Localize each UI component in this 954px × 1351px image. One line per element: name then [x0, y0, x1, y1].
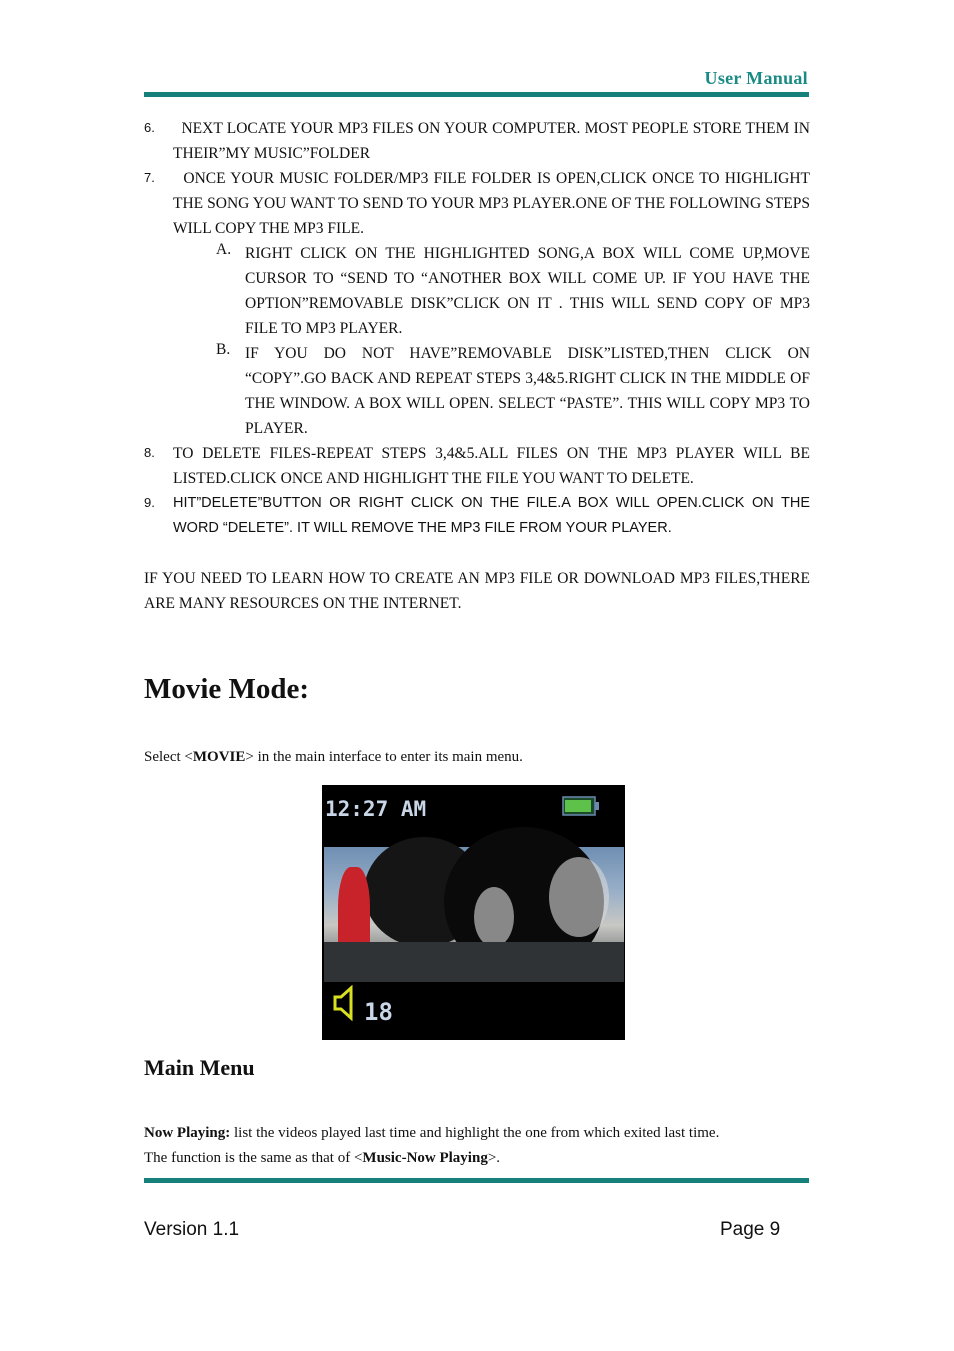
- now-playing-text: list the videos played last time and highlight the one from which exited last time.: [230, 1125, 720, 1141]
- movie-intro: [144, 745, 523, 770]
- intro-text: Select <: [144, 749, 193, 765]
- substep-letter: A.: [216, 241, 232, 258]
- function-text: The function is the same as that of <: [144, 1150, 363, 1166]
- volume-level: 18: [364, 998, 393, 1026]
- substep-letter: B.: [216, 341, 231, 358]
- now-playing-label: Now Playing:: [144, 1125, 231, 1141]
- footer-page-number: Page 9: [720, 1219, 781, 1240]
- step-number: 6.: [144, 120, 155, 135]
- step-text: NEXT LOCATE YOUR MP3 FILES ON YOUR COMPUTER. MOST PEOPLE STORE THEM IN THEIR”MY MUSIC”FOLDER: [173, 120, 814, 162]
- step-text: HIT”DELETE”BUTTON OR RIGHT CLICK ON THE FILE.A BOX WILL OPEN.CLICK ON THE WORD “DELETE”. IT WILL REMOVE THE MP3 FILE FROM YOUR PLAYER.: [173, 495, 810, 536]
- function-bold: Music-Now Playing: [362, 1150, 488, 1166]
- speaker-icon: [331, 985, 357, 1021]
- header-rule: [144, 92, 809, 97]
- step-number: 8.: [144, 445, 155, 460]
- subsection-heading: Main Menu: [144, 1055, 255, 1080]
- screen-clock: 12:27 AM: [325, 797, 427, 821]
- step-text: TO DELETE FILES-REPEAT STEPS 3,4&5.ALL FILES ON THE MP3 PLAYER WILL BE LISTED.CLICK ONCE AND HIGHLIGHT THE FILE YOU WANT TO DELETE.: [173, 445, 810, 487]
- step-number: 9.: [144, 495, 155, 510]
- step-number: 7.: [144, 170, 155, 185]
- intro-text: > in the main interface to enter its main menu.: [245, 749, 523, 765]
- video-frame: [324, 847, 624, 977]
- function-note: [144, 1146, 810, 1171]
- intro-bold: MOVIE: [192, 749, 246, 765]
- function-text: >.: [487, 1150, 501, 1166]
- now-playing-desc: [144, 1121, 810, 1146]
- substep-text: IF YOU DO NOT HAVE”REMOVABLE DISK”LISTED,THEN CLICK ON “COPY”.GO BACK AND REPEAT STEPS 3,4&5.RIGHT CLICK IN THE MIDDLE OF THE WINDOW. A BOX WILL OPEN. SELECT “PASTE”. THIS WILL COPY MP3 TO PLAYER.: [245, 345, 810, 437]
- footer-version: Version 1.1: [144, 1219, 240, 1240]
- footer-rule: [144, 1178, 809, 1183]
- section-heading: Movie Mode:: [144, 673, 310, 705]
- step-text: ONCE YOUR MUSIC FOLDER/MP3 FILE FOLDER IS OPEN,CLICK ONCE TO HIGHLIGHT THE SONG YOU WANT TO SEND TO YOUR MP3 PLAYER.ONE OF THE FOLLOWING STEPS WILL COPY THE MP3 FILE.: [173, 170, 814, 237]
- resources-note: IF YOU NEED TO LEARN HOW TO CREATE AN MP3 FILE OR DOWNLOAD MP3 FILES,THERE ARE MANY RESOURCES ON THE INTERNET.: [144, 570, 810, 612]
- header-title: User Manual: [704, 68, 808, 88]
- movie-screen-photo: [322, 785, 625, 1040]
- battery-icon: [562, 796, 600, 816]
- substep-text: RIGHT CLICK ON THE HIGHLIGHTED SONG,A BOX WILL COME UP,MOVE CURSOR TO “SEND TO “ANOTHER BOX WILL COME UP. IF YOU HAVE THE OPTION”REMOVABLE DISK”CLICK ON IT . THIS WILL SEND COPY OF MP3 FILE TO MP3 PLAYER.: [245, 245, 810, 337]
